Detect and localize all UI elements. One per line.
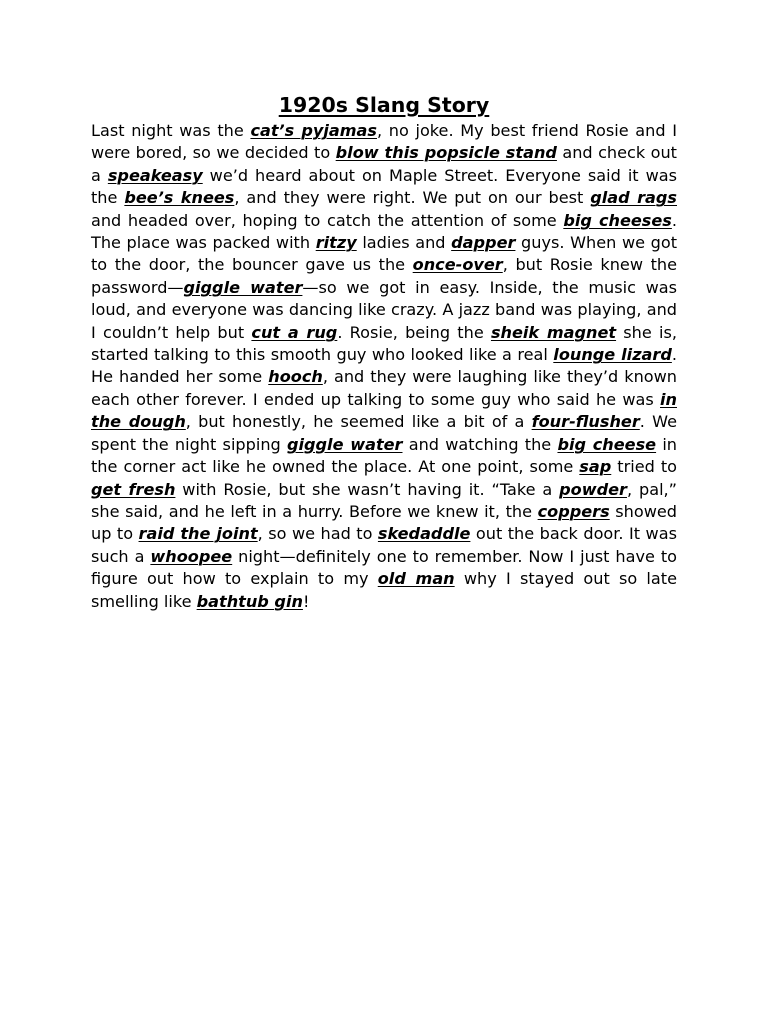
slang-term: raid the joint (138, 524, 258, 544)
slang-term: giggle water (286, 434, 403, 454)
story-text: —so we got in easy. Inside, the music was loud, and everyone was dancing like crazy. A jazz band was playing, and I couldn’t help but (91, 277, 677, 342)
story-text: guys. When we got to the door, the bouncer gave us the (91, 233, 678, 275)
story-text: and headed over, hoping to catch the attention of some (91, 210, 564, 230)
story-text: tried to (611, 457, 677, 477)
story-text: we’d heard about on Maple Street. Everyone said it was the (91, 165, 677, 208)
story-text: , no joke. My best friend Rosie and I were bored, so we decided to (91, 121, 677, 163)
slang-term: cat’s pyjamas (250, 121, 377, 140)
slang-term: sheik magnet (490, 322, 617, 342)
story-text: . Rosie, being the (337, 322, 491, 342)
story-text: ladies and (356, 233, 452, 253)
slang-term: coppers (537, 501, 610, 521)
story-text: , and they were laughing like they’d known each other forever. I ended up talking to some guy who said he was (91, 367, 678, 409)
story-text: , pal,” she said, and he left in a hurry. Before we knew it, the (91, 479, 677, 521)
slang-term: big cheese (557, 434, 657, 454)
slang-term: four-flusher (531, 412, 640, 432)
story-text: she is, started talking to this smooth guy who looked like a real (91, 322, 677, 365)
story-text: and watching the (402, 434, 558, 454)
story-text: in the corner act like he owned the place. At one point, some (91, 434, 677, 477)
story-text: ! (302, 591, 310, 611)
slang-term: whoopee (150, 546, 233, 566)
slang-term: old man (377, 569, 455, 589)
slang-term: get fresh (91, 479, 176, 499)
story-text: with Rosie, but she wasn’t having it. “Take a (175, 479, 560, 499)
story-text: , but Rosie knew the password— (91, 255, 677, 297)
story-text: . He handed her some (91, 345, 677, 387)
story-text: , but honestly, he seemed like a bit of a (185, 412, 532, 432)
slang-term: lounge lizard (553, 345, 672, 365)
slang-term: in the dough (91, 389, 677, 432)
slang-term: cut a rug (251, 322, 338, 342)
slang-term: sap (579, 457, 612, 477)
slang-term: speakeasy (107, 165, 203, 185)
slang-term: once-over (412, 255, 503, 275)
story-text: Last night was the (91, 121, 251, 140)
story-text: . The place was packed with (91, 210, 678, 253)
slang-term: giggle water (183, 277, 303, 297)
slang-term: hooch (268, 367, 323, 387)
slang-term: bathtub gin (196, 591, 303, 611)
slang-term: bee’s knees (124, 188, 235, 208)
slang-term: dapper (451, 233, 516, 253)
slang-term: skedaddle (377, 524, 471, 544)
story-paragraph (91, 120, 677, 613)
slang-term: powder (559, 479, 627, 499)
story-text: night—definitely one to remember. Now I just have to figure out how to explain to my (91, 546, 677, 589)
story-text: and check out a (91, 143, 677, 185)
slang-term: blow this popsicle stand (335, 143, 557, 163)
slang-term: big cheeses (563, 210, 672, 230)
story-text: . We spent the night sipping (91, 412, 677, 454)
slang-term: glad rags (590, 188, 677, 208)
story-text: , and they were right. We put on our best (234, 188, 591, 208)
story-text: out the back door. It was such a (91, 524, 677, 566)
document-title: 1920s Slang Story (278, 93, 490, 117)
story-text: showed up to (91, 501, 677, 544)
slang-term: ritzy (315, 233, 357, 253)
story-text: , so we had to (257, 524, 378, 544)
story-text: why I stayed out so late smelling like (91, 569, 677, 611)
